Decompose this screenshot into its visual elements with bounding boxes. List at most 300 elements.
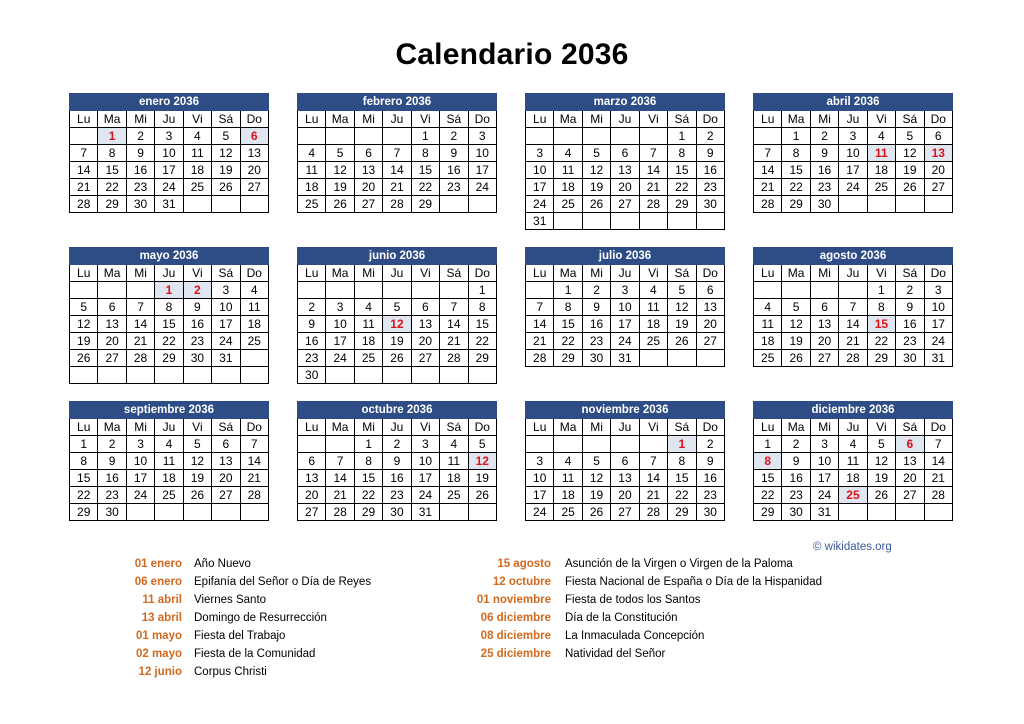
weekday-label: Ju — [155, 265, 183, 282]
day-cell: 10 — [326, 316, 354, 333]
holiday-date: 25 diciembre — [480, 648, 551, 660]
weekday-label: Do — [924, 111, 952, 128]
day-cell: 11 — [354, 316, 382, 333]
day-cell: 16 — [126, 162, 154, 179]
weekday-label: Mi — [126, 265, 154, 282]
empty-cell — [839, 196, 867, 213]
holiday-day-cell: 1 — [668, 436, 696, 453]
day-cell: 29 — [554, 350, 582, 367]
day-cell: 31 — [212, 350, 240, 367]
empty-cell — [611, 128, 639, 145]
day-cell: 28 — [383, 196, 411, 213]
weekday-label: Sá — [668, 111, 696, 128]
month-title: noviembre 2036 — [526, 402, 725, 419]
empty-cell — [639, 436, 667, 453]
day-cell: 8 — [668, 145, 696, 162]
empty-cell — [668, 350, 696, 367]
weekday-label: Mi — [582, 265, 610, 282]
day-cell: 27 — [298, 504, 326, 521]
day-cell: 11 — [155, 453, 183, 470]
empty-cell — [155, 367, 183, 384]
day-cell: 4 — [183, 128, 211, 145]
day-cell: 24 — [839, 179, 867, 196]
day-cell: 23 — [126, 179, 154, 196]
day-cell: 5 — [782, 299, 810, 316]
day-cell: 11 — [440, 453, 468, 470]
day-cell: 2 — [810, 128, 838, 145]
day-cell: 25 — [240, 333, 268, 350]
weekday-label: Vi — [183, 265, 211, 282]
day-cell: 13 — [810, 316, 838, 333]
empty-cell — [354, 128, 382, 145]
holiday-day-cell: 1 — [155, 282, 183, 299]
day-cell: 30 — [582, 350, 610, 367]
day-cell: 26 — [782, 350, 810, 367]
day-cell: 1 — [411, 128, 439, 145]
weekday-label: Ma — [326, 265, 354, 282]
day-cell: 6 — [611, 145, 639, 162]
weekday-label: Sá — [896, 265, 924, 282]
holiday-name: Viernes Santo — [194, 594, 267, 606]
day-cell: 5 — [582, 145, 610, 162]
weekday-label: Lu — [70, 265, 98, 282]
day-cell: 21 — [70, 179, 98, 196]
day-cell: 7 — [440, 299, 468, 316]
weekday-label: Lu — [298, 111, 326, 128]
day-cell: 3 — [924, 282, 952, 299]
day-cell: 12 — [668, 299, 696, 316]
day-cell: 16 — [440, 162, 468, 179]
day-cell: 19 — [383, 333, 411, 350]
day-cell: 7 — [526, 299, 554, 316]
weekday-label: Mi — [810, 265, 838, 282]
day-cell: 23 — [810, 179, 838, 196]
day-cell: 30 — [98, 504, 126, 521]
day-cell: 23 — [696, 487, 724, 504]
day-cell: 2 — [696, 128, 724, 145]
weekday-label: Ju — [383, 111, 411, 128]
day-cell: 16 — [298, 333, 326, 350]
day-cell: 13 — [298, 470, 326, 487]
day-cell: 1 — [354, 436, 382, 453]
weekday-label: Ju — [383, 265, 411, 282]
empty-cell — [896, 196, 924, 213]
empty-cell — [383, 282, 411, 299]
day-cell: 27 — [212, 487, 240, 504]
weekday-label: Do — [696, 419, 724, 436]
day-cell: 24 — [810, 487, 838, 504]
day-cell: 6 — [411, 299, 439, 316]
day-cell: 9 — [582, 299, 610, 316]
day-cell: 26 — [326, 196, 354, 213]
weekday-label: Lu — [526, 419, 554, 436]
day-cell: 14 — [639, 162, 667, 179]
empty-cell — [696, 213, 724, 230]
month-calendar — [753, 247, 953, 367]
day-cell: 26 — [867, 487, 895, 504]
day-cell: 17 — [468, 162, 496, 179]
day-cell: 24 — [526, 196, 554, 213]
day-cell: 21 — [754, 179, 782, 196]
weekday-label: Do — [696, 265, 724, 282]
day-cell: 17 — [611, 316, 639, 333]
empty-cell — [240, 196, 268, 213]
month-table — [525, 401, 725, 521]
day-cell: 11 — [298, 162, 326, 179]
day-cell: 7 — [639, 453, 667, 470]
day-cell: 16 — [582, 316, 610, 333]
month-calendar — [69, 401, 269, 521]
day-cell: 2 — [298, 299, 326, 316]
empty-cell — [212, 504, 240, 521]
day-cell: 15 — [354, 470, 382, 487]
day-cell: 20 — [924, 162, 952, 179]
day-cell: 8 — [155, 299, 183, 316]
day-cell: 2 — [126, 128, 154, 145]
weekday-label: Sá — [212, 419, 240, 436]
weekday-label: Ju — [155, 111, 183, 128]
empty-cell — [70, 367, 98, 384]
empty-cell — [98, 282, 126, 299]
day-cell: 2 — [696, 436, 724, 453]
day-cell: 13 — [212, 453, 240, 470]
empty-cell — [298, 128, 326, 145]
day-cell: 15 — [155, 316, 183, 333]
day-cell: 30 — [810, 196, 838, 213]
day-cell: 4 — [867, 128, 895, 145]
day-cell: 28 — [639, 504, 667, 521]
day-cell: 3 — [411, 436, 439, 453]
day-cell: 5 — [383, 299, 411, 316]
day-cell: 8 — [782, 145, 810, 162]
day-cell: 20 — [98, 333, 126, 350]
day-cell: 18 — [240, 316, 268, 333]
day-cell: 9 — [696, 145, 724, 162]
empty-cell — [924, 196, 952, 213]
day-cell: 18 — [354, 333, 382, 350]
weekday-label: Ju — [611, 265, 639, 282]
holiday-day-cell: 11 — [867, 145, 895, 162]
empty-cell — [183, 504, 211, 521]
day-cell: 21 — [639, 179, 667, 196]
weekday-label: Vi — [867, 111, 895, 128]
day-cell: 5 — [326, 145, 354, 162]
weekday-label: Lu — [526, 265, 554, 282]
day-cell: 7 — [924, 436, 952, 453]
day-cell: 1 — [782, 128, 810, 145]
weekday-label: Vi — [411, 265, 439, 282]
empty-cell — [326, 367, 354, 384]
day-cell: 13 — [611, 470, 639, 487]
day-cell: 30 — [183, 350, 211, 367]
empty-cell — [754, 282, 782, 299]
day-cell: 30 — [298, 367, 326, 384]
weekday-label: Vi — [411, 111, 439, 128]
day-cell: 25 — [754, 350, 782, 367]
empty-cell — [411, 367, 439, 384]
empty-cell — [440, 367, 468, 384]
day-cell: 25 — [639, 333, 667, 350]
empty-cell — [526, 282, 554, 299]
weekday-label: Ma — [98, 419, 126, 436]
empty-cell — [896, 504, 924, 521]
day-cell: 3 — [468, 128, 496, 145]
weekday-label: Do — [696, 111, 724, 128]
holiday-date: 11 abril — [142, 594, 182, 606]
day-cell: 7 — [383, 145, 411, 162]
weekday-label: Vi — [639, 419, 667, 436]
weekday-label: Ju — [611, 419, 639, 436]
day-cell: 16 — [98, 470, 126, 487]
day-cell: 11 — [639, 299, 667, 316]
holiday-name: La Inmaculada Concepción — [565, 630, 705, 642]
weekday-label: Mi — [354, 419, 382, 436]
day-cell: 2 — [383, 436, 411, 453]
day-cell: 30 — [126, 196, 154, 213]
day-cell: 20 — [411, 333, 439, 350]
day-cell: 18 — [754, 333, 782, 350]
weekday-label: Ju — [611, 111, 639, 128]
day-cell: 29 — [468, 350, 496, 367]
day-cell: 10 — [126, 453, 154, 470]
day-cell: 28 — [924, 487, 952, 504]
day-cell: 11 — [240, 299, 268, 316]
day-cell: 20 — [611, 487, 639, 504]
day-cell: 3 — [212, 282, 240, 299]
day-cell: 23 — [383, 487, 411, 504]
day-cell: 31 — [611, 350, 639, 367]
empty-cell — [554, 213, 582, 230]
month-title: septiembre 2036 — [70, 402, 269, 419]
day-cell: 26 — [896, 179, 924, 196]
weekday-label: Do — [468, 265, 496, 282]
empty-cell — [611, 213, 639, 230]
day-cell: 8 — [867, 299, 895, 316]
credit-link[interactable]: © wikidates.org — [813, 541, 892, 553]
month-title: agosto 2036 — [754, 248, 953, 265]
day-cell: 18 — [867, 162, 895, 179]
day-cell: 14 — [126, 316, 154, 333]
weekday-label: Lu — [70, 111, 98, 128]
day-cell: 31 — [155, 196, 183, 213]
day-cell: 22 — [867, 333, 895, 350]
weekday-label: Do — [240, 419, 268, 436]
day-cell: 24 — [212, 333, 240, 350]
day-cell: 28 — [126, 350, 154, 367]
day-cell: 21 — [839, 333, 867, 350]
day-cell: 18 — [839, 470, 867, 487]
day-cell: 17 — [155, 162, 183, 179]
empty-cell — [582, 128, 610, 145]
empty-cell — [468, 504, 496, 521]
day-cell: 14 — [924, 453, 952, 470]
day-cell: 3 — [839, 128, 867, 145]
day-cell: 20 — [896, 470, 924, 487]
weekday-label: Vi — [639, 111, 667, 128]
day-cell: 13 — [354, 162, 382, 179]
month-calendar — [297, 93, 497, 213]
holiday-name: Asunción de la Virgen o Virgen de la Paloma — [565, 558, 793, 570]
day-cell: 19 — [668, 316, 696, 333]
day-cell: 7 — [326, 453, 354, 470]
day-cell: 15 — [468, 316, 496, 333]
empty-cell — [126, 282, 154, 299]
day-cell: 6 — [212, 436, 240, 453]
day-cell: 28 — [639, 196, 667, 213]
weekday-label: Mi — [354, 111, 382, 128]
day-cell: 1 — [70, 436, 98, 453]
weekday-label: Ju — [839, 111, 867, 128]
day-cell: 19 — [896, 162, 924, 179]
month-table — [525, 247, 725, 367]
day-cell: 2 — [440, 128, 468, 145]
empty-cell — [183, 367, 211, 384]
day-cell: 14 — [240, 453, 268, 470]
month-title: marzo 2036 — [526, 94, 725, 111]
day-cell: 22 — [411, 179, 439, 196]
day-cell: 20 — [240, 162, 268, 179]
day-cell: 13 — [98, 316, 126, 333]
empty-cell — [782, 282, 810, 299]
day-cell: 25 — [440, 487, 468, 504]
day-cell: 25 — [867, 179, 895, 196]
weekday-label: Ma — [782, 265, 810, 282]
day-cell: 9 — [183, 299, 211, 316]
day-cell: 12 — [867, 453, 895, 470]
day-cell: 29 — [155, 350, 183, 367]
day-cell: 17 — [212, 316, 240, 333]
day-cell: 21 — [240, 470, 268, 487]
day-cell: 7 — [240, 436, 268, 453]
day-cell: 3 — [326, 299, 354, 316]
day-cell: 6 — [810, 299, 838, 316]
day-cell: 19 — [183, 470, 211, 487]
holiday-day-cell: 8 — [754, 453, 782, 470]
day-cell: 30 — [896, 350, 924, 367]
month-calendar — [525, 401, 725, 521]
day-cell: 27 — [810, 350, 838, 367]
day-cell: 17 — [126, 470, 154, 487]
day-cell: 10 — [810, 453, 838, 470]
day-cell: 8 — [98, 145, 126, 162]
weekday-label: Lu — [526, 111, 554, 128]
day-cell: 28 — [754, 196, 782, 213]
holiday-name: Domingo de Resurrección — [194, 612, 327, 624]
empty-cell — [582, 436, 610, 453]
day-cell: 5 — [468, 436, 496, 453]
day-cell: 14 — [639, 470, 667, 487]
weekday-label: Vi — [867, 419, 895, 436]
day-cell: 16 — [810, 162, 838, 179]
day-cell: 20 — [810, 333, 838, 350]
day-cell: 16 — [383, 470, 411, 487]
day-cell: 2 — [98, 436, 126, 453]
empty-cell — [754, 128, 782, 145]
day-cell: 26 — [383, 350, 411, 367]
day-cell: 28 — [240, 487, 268, 504]
day-cell: 14 — [754, 162, 782, 179]
day-cell: 4 — [155, 436, 183, 453]
day-cell: 12 — [582, 470, 610, 487]
day-cell: 14 — [70, 162, 98, 179]
weekday-label: Lu — [754, 265, 782, 282]
day-cell: 8 — [70, 453, 98, 470]
weekday-label: Ma — [98, 111, 126, 128]
weekday-label: Ma — [326, 111, 354, 128]
day-cell: 12 — [582, 162, 610, 179]
day-cell: 29 — [668, 196, 696, 213]
day-cell: 22 — [70, 487, 98, 504]
day-cell: 25 — [554, 196, 582, 213]
month-calendar — [297, 247, 497, 384]
day-cell: 3 — [526, 453, 554, 470]
weekday-label: Do — [924, 419, 952, 436]
day-cell: 4 — [639, 282, 667, 299]
weekday-label: Ma — [782, 111, 810, 128]
day-cell: 6 — [354, 145, 382, 162]
day-cell: 27 — [354, 196, 382, 213]
day-cell: 13 — [240, 145, 268, 162]
day-cell: 9 — [696, 453, 724, 470]
day-cell: 22 — [98, 179, 126, 196]
day-cell: 17 — [526, 179, 554, 196]
day-cell: 8 — [411, 145, 439, 162]
month-title: febrero 2036 — [298, 94, 497, 111]
weekday-label: Do — [468, 419, 496, 436]
day-cell: 25 — [183, 179, 211, 196]
day-cell: 23 — [298, 350, 326, 367]
day-cell: 26 — [582, 504, 610, 521]
weekday-label: Lu — [754, 111, 782, 128]
day-cell: 19 — [582, 179, 610, 196]
holiday-date: 13 abril — [141, 612, 182, 624]
day-cell: 8 — [554, 299, 582, 316]
weekday-label: Mi — [354, 265, 382, 282]
day-cell: 10 — [839, 145, 867, 162]
day-cell: 7 — [70, 145, 98, 162]
day-cell: 6 — [611, 453, 639, 470]
day-cell: 24 — [924, 333, 952, 350]
weekday-label: Sá — [440, 111, 468, 128]
empty-cell — [867, 504, 895, 521]
weekday-label: Ma — [98, 265, 126, 282]
empty-cell — [639, 128, 667, 145]
month-calendar — [297, 401, 497, 521]
day-cell: 19 — [212, 162, 240, 179]
day-cell: 6 — [98, 299, 126, 316]
day-cell: 4 — [298, 145, 326, 162]
day-cell: 22 — [668, 487, 696, 504]
holiday-name: Año Nuevo — [194, 558, 251, 570]
empty-cell — [212, 196, 240, 213]
empty-cell — [354, 367, 382, 384]
day-cell: 6 — [298, 453, 326, 470]
empty-cell — [554, 128, 582, 145]
day-cell: 22 — [668, 179, 696, 196]
day-cell: 27 — [240, 179, 268, 196]
weekday-label: Ma — [554, 111, 582, 128]
day-cell: 23 — [98, 487, 126, 504]
day-cell: 12 — [782, 316, 810, 333]
day-cell: 9 — [782, 453, 810, 470]
month-title: diciembre 2036 — [754, 402, 953, 419]
day-cell: 29 — [668, 504, 696, 521]
day-cell: 28 — [440, 350, 468, 367]
empty-cell — [326, 282, 354, 299]
day-cell: 23 — [896, 333, 924, 350]
day-cell: 4 — [839, 436, 867, 453]
day-cell: 10 — [924, 299, 952, 316]
